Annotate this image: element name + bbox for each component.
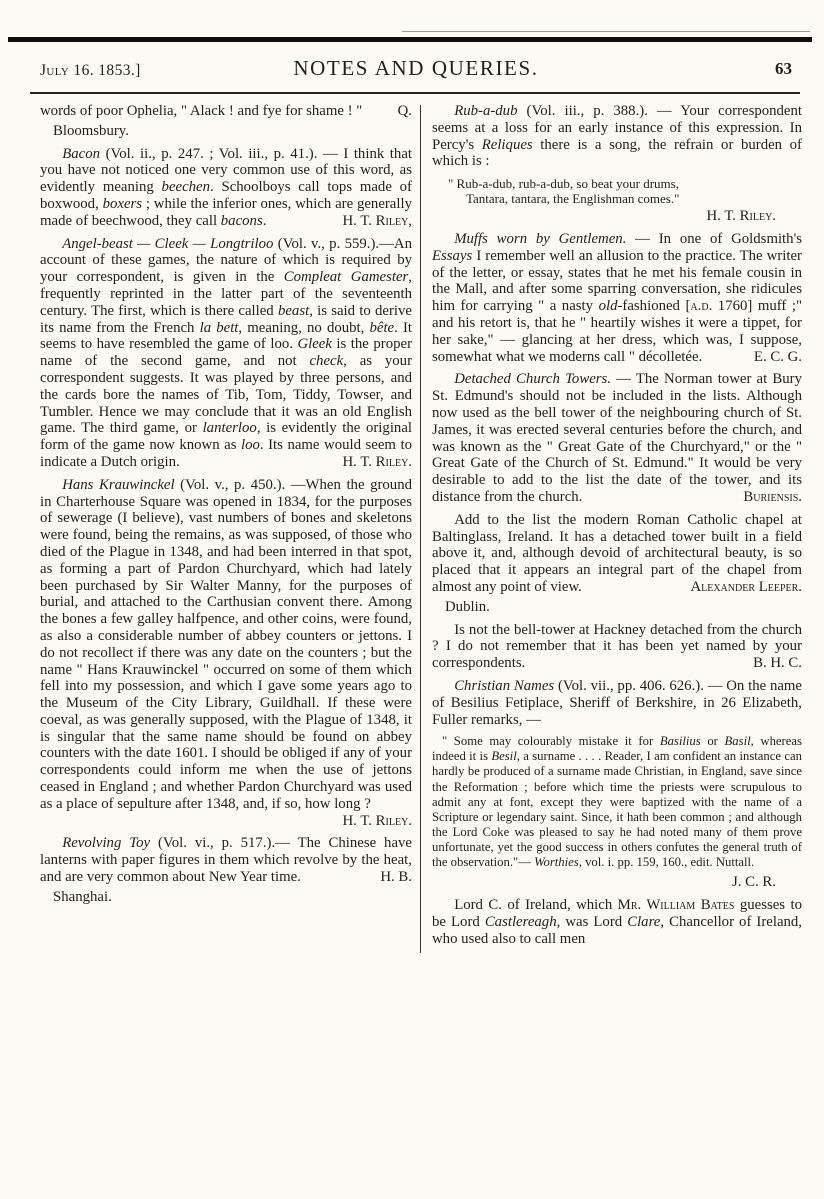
text-segment: ; while the inferior ones, which are generally made of beechwood, they call [40,195,412,229]
italic-text: Angel-beast — Cleek — Longtriloo [62,235,274,252]
italic-text: Essays [432,247,473,264]
text-segment: (Vol. v., p. 450.). —When the ground in Charterhouse Square was opened in 1834, for the purposes of sewerage (I believe), vast numbers of bones and skeletons were found, being the remains, as was supposed, of those who died of the Plague in 1348, and had been interred in that spot, as forming a part of Pardon Churchyard, which had lately been purchased by Sir Walter Manny, for the purposes of burial, and attached to the Carthusian convent there. Among the bones a few galley halfpence, and other coins, were found, as also a considerable number of abbey counters or jettons. I do not recollect if there was any date on the counters ; but the name " Hans Krauwinckel " occurred on some of them which fell into my possession, and which I gave some years ago to the Museum of the City Library, Guildhall. If these were coeval, as was generally supposed, with the Plague of 1348, it is singular that the same name should be found on abbey counters with the date 1601. I should be obliged if any of your correspondents could inform me when the use of jettons ceased in England ; and whether Pardon Churchyard was used as a place of sepulture after 1348, and, if so, how long ? [40,476,412,812]
italic-text: Revolving Toy [62,835,151,852]
column-divider [420,105,421,953]
text-segment: Lord C. of Ireland, which [454,896,618,913]
text-segment: . [262,212,267,229]
text-segment: , whereas indeed it is [432,734,802,764]
text-segment: , meaning, no doubt, [238,319,370,336]
entry-angel-beast [40,236,412,471]
signature: B. H. C. [753,655,802,672]
text-segment: , is evidently the original form of the game now known as [40,420,412,454]
location-bloomsbury [53,123,412,140]
text-segment: Is not the bell-tower at Hackney detached from the church ? I do not remember that it has been yet named by your correspondents. [432,621,802,672]
entry-christian-names [432,678,802,728]
text-segment: " Some may colourably mistake it for [442,734,660,749]
italic-text: Clare [627,913,661,930]
entry-hans-krauwinckel [40,477,412,830]
publication-title: NOTES AND QUERIES. [293,56,539,80]
page-header [32,56,800,84]
italic-text: Castlereagh [484,913,557,930]
two-column-layout [40,103,802,953]
text-segment: , was Lord [556,913,628,930]
left-column [40,103,412,953]
signature: Q. [397,103,412,119]
entry-baltinglass [432,512,802,596]
smallcaps-text: H. T. Riley. [706,208,776,225]
text-segment: Tantara, tantara, the Englishman comes." [466,191,680,207]
text-segment: (Vol. ii., p. 247. ; Vol. iii., p. 41.). — I think that you have not noticed one very common use of this word, as evidently meaning [40,145,412,196]
text-segment: Dublin. [445,598,490,615]
location-shanghai [53,889,412,906]
italic-text: la bett [199,319,239,336]
text-segment: Add to the list the modern Roman Catholic chapel at Baltinglass, Ireland. It has a detached tower built in a field above it, and, although devoid of architectural beauty, is so placed that it appears an integral part of the chapel from almost any point of view. [432,511,802,595]
signature: E. C. G. [753,348,802,365]
text-segment: " Rub-a-dub, rub-a-dub, so beat your drums, [448,176,679,192]
smallcaps-text: Mr. William Bates [617,896,735,913]
quote-fuller [432,734,802,870]
text-segment: or [700,734,725,749]
text-segment: — In one of Goldsmith's [626,230,802,247]
text-segment: , as your correspondent suggests. It was played by three persons, and the cards bore the names of Tib, Tom, Tiddy, Towser, and Tumbler. Hence we may conclude that it was an old English game. The third game, or [40,353,412,437]
signature: H. T. Riley. [342,453,412,470]
entry-revolving-toy [40,835,412,885]
text-segment: Shanghai. [53,888,112,905]
top-rule [8,37,812,42]
location-dublin [445,599,802,616]
entry-lord-c [432,897,802,947]
entry-hackney [432,622,802,672]
italic-text: check [309,353,344,370]
italic-text: bête [369,319,395,336]
text-segment: words of poor Ophelia, " Alack ! and fye for shame ! " [40,103,363,119]
italic-text: beast [277,302,310,319]
signature: Alexander Leeper. [690,578,802,595]
smallcaps-text: J. C. R. [732,874,776,891]
italic-text: Muffs worn by Gentlemen. [454,230,627,247]
issue-date: July 16. 1853.] [40,62,141,79]
italic-text: Bacon [62,145,100,162]
text-segment: is the proper name of the second game, and not [40,336,412,370]
entry-bacon [40,146,412,230]
italic-text: loo [240,437,260,454]
text-segment: (Vol. vi., p. 517.).— The Chinese have lanterns with paper figures in them which revolve by the heat, and are very common about New Year time. [40,835,412,886]
top-thin-rule [402,31,810,32]
text-segment: there is a song, the refrain or burden of which is : [432,136,802,170]
italic-text: Worthies [534,855,579,870]
italic-text: lanterloo [202,420,257,437]
italic-text: Hans Krauwinckel [62,476,175,493]
text-segment: , Chancellor of Ireland, who used also to call men [432,913,802,947]
signature: H. B. [380,869,412,886]
text-segment: . It seems to have resembled the game of loo. [40,319,412,353]
text-segment: . Schoolboys call tops made of boxwood, [40,179,412,212]
entry-detached-church-towers [432,371,802,505]
right-column [432,103,802,953]
text-segment: (Vol. v., p. 559.).—An account of these games, the nature of which is required by your correspondent, is given in the [40,235,412,286]
verse-line-1 [448,176,802,191]
italic-text: Gleek [297,336,332,353]
signature: Buriensis. [743,488,802,505]
text-segment: 1760] muff ;" and his retort is, that he " heartily wishes it were a tippet, for her sake," — glancing at her dress, which was, I suppose, somewhat what we moderns call " décolletée. [432,298,802,365]
italic-text: Besil [491,749,517,764]
text-segment: (Vol. vii., pp. 406. 626.). — On the name of Besilius Fetiplace, Sheriff of Berkshire, in 26 Elizabeth, Fuller remarks, — [432,677,802,728]
signature-line-jcr [432,874,802,891]
signature: H. T. Riley, [342,212,412,229]
smallcaps-text: a.d. [690,298,713,315]
italic-text: boxers [102,195,143,212]
text-segment: , frequently reprinted in the latter part of the seventeenth century. The first, which is there called [40,269,412,319]
signature: H. T. Riley. [342,812,412,829]
italic-text: Basilius [659,734,701,749]
text-segment: I remember well an allusion to the practice. The writer of the letter, or essay, states that he met his female cousin in the Mall, and after some sparring conversation, she ridicules him for carrying " a nasty [432,247,802,315]
text-segment: , is said to derive its name from the French [40,302,412,336]
italic-text: old [598,298,618,315]
italic-text: beechen [161,179,211,196]
text-segment: guesses to be Lord [432,896,802,930]
text-segment: -fashioned [ [617,298,691,315]
page-number: 63 [775,59,792,78]
text-segment: — The Norman tower at Bury St. Edmund's should not be included in the lists. Although now used as the bell tower of the neighbouring church of St. James, it was erected several centuries before the church, and was known as the " Great Gate of the Churchyard," or the " Great Gate of the Church of St. Edmund." It would be very desirable to add to the list the date of the tower, and its distance from the church. [432,371,802,505]
header-rule [30,92,800,94]
italic-text: Compleat Gamester [283,269,409,286]
entry-rub-a-dub [432,103,802,170]
italic-text: Detached Church Towers. [454,371,611,388]
italic-text: bacons [220,212,263,229]
text-segment: , a surname . . . . Reader, I am confident an instance can hardly be produced of a surname made Christian, in England, save since the Reformation ; before which time the priests were scrupulous to admit any at font, except they were baptized with the name of a Scripture or legendary saint. Since, it hath been common ; and although the Lord Coke was pleased to say he had noted many of them prove unfortunate, yet the good success in others confutes the general truth of the observation."— [432,749,802,870]
text-segment: . Its name would seem to indicate a Dutch origin. [40,437,412,470]
entry-ophelia-continuation [40,103,412,120]
italic-text: Reliques [481,136,533,153]
text-segment: , vol. i. pp. 159, 160., edit. Nuttall. [578,855,755,870]
italic-text: Christian Names [454,677,555,694]
entry-muffs [432,231,802,365]
signature-line-riley [432,208,802,225]
italic-text: Basil [724,734,751,749]
text-segment: (Vol. iii., p. 388.). — Your correspondent seems at a loss for an early instance of this expression. In Percy's [432,103,802,153]
verse-line-2 [466,191,802,206]
text-segment: Bloomsbury. [53,122,129,139]
italic-text: Rub-a-dub [454,103,518,119]
